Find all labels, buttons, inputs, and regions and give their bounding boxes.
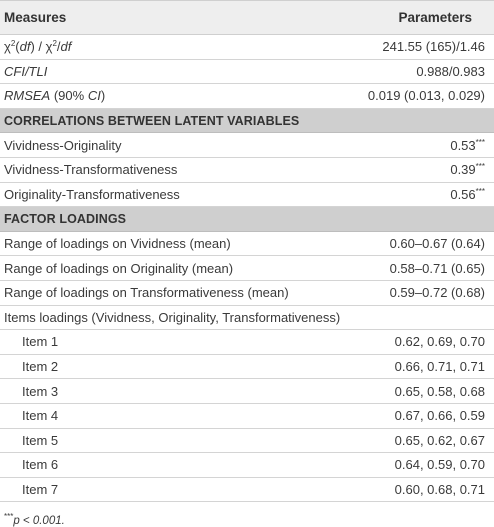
item-label: Item 7	[22, 481, 59, 497]
item-row	[0, 404, 494, 429]
section-correlations-label: CORRELATIONS BETWEEN LATENT VARIABLES	[4, 113, 300, 128]
item-value: 0.66, 0.71, 0.71	[394, 359, 485, 375]
chi-square-label: $\chi^2(df) / \chi^2/df$	[4, 39, 72, 55]
item-value: 0.65, 0.62, 0.67	[394, 432, 485, 448]
item-row	[0, 429, 494, 454]
item-label: Item 6	[22, 457, 59, 473]
cfi-tli-row	[0, 60, 494, 85]
item-row	[0, 355, 494, 380]
cfi-tli-label: CFI/TLI	[4, 63, 48, 79]
footnote-sig: ***	[4, 512, 14, 522]
loading-range-label: Range of loadings on Transformativeness (mean)	[4, 285, 289, 301]
correlation-value: 0.56***	[450, 186, 485, 202]
measures-header: Measures	[4, 10, 67, 25]
item-label: Item 5	[22, 432, 59, 448]
table-header	[0, 0, 494, 35]
item-row	[0, 453, 494, 478]
correlation-row	[0, 183, 494, 208]
correlation-row	[0, 133, 494, 158]
loading-range-value: 0.59–0.72 (0.68)	[389, 285, 485, 301]
rmsea-value: 0.019 (0.013, 0.029)	[367, 88, 485, 104]
correlation-label: Originality-Transformativeness	[4, 186, 180, 202]
rmsea-label: RMSEA (90% CI)	[4, 88, 106, 104]
loading-range-value: 0.58–0.71 (0.65)	[389, 260, 485, 276]
chi-square-value: 241.55 (165)/1.46	[382, 39, 485, 55]
footnote-text: p < 0.001.	[13, 515, 65, 527]
item-label: Item 1	[22, 334, 59, 350]
section-factor-loadings	[0, 207, 494, 232]
loading-range-row	[0, 232, 494, 257]
item-row	[0, 478, 494, 503]
loading-range-row	[0, 256, 494, 281]
item-row	[0, 379, 494, 404]
correlation-row	[0, 158, 494, 183]
item-value: 0.62, 0.69, 0.70	[394, 334, 485, 350]
loading-range-label: Range of loadings on Originality (mean)	[4, 260, 234, 276]
item-row	[0, 330, 494, 355]
item-value: 0.67, 0.66, 0.59	[394, 408, 485, 424]
section-factor-loadings-label: FACTOR LOADINGS	[4, 211, 127, 226]
section-correlations	[0, 109, 494, 134]
correlation-value: 0.39***	[450, 162, 485, 178]
cfi-tli-value: 0.988/0.983	[416, 63, 485, 79]
item-value: 0.64, 0.59, 0.70	[394, 457, 485, 473]
rmsea-row	[0, 84, 494, 109]
items-header-row	[0, 306, 494, 331]
item-label: Item 2	[22, 359, 59, 375]
correlation-value: 0.53***	[450, 137, 485, 153]
loading-range-row	[0, 281, 494, 306]
correlation-label: Vividness-Transformativeness	[4, 162, 178, 178]
loading-range-label: Range of loadings on Vividness (mean)	[4, 236, 231, 252]
items-header-label: Items loadings (Vividness, Originality, Transformativeness)	[4, 309, 341, 325]
chi-square-row	[0, 35, 494, 60]
item-label: Item 3	[22, 383, 59, 399]
parameters-header: Parameters	[398, 10, 472, 25]
table-footnote	[0, 512, 494, 527]
item-value: 0.60, 0.68, 0.71	[394, 481, 485, 497]
correlation-label: Vividness-Originality	[4, 137, 122, 153]
item-label: Item 4	[22, 408, 59, 424]
loading-range-value: 0.60–0.67 (0.64)	[389, 236, 485, 252]
item-value: 0.65, 0.58, 0.68	[394, 383, 485, 399]
